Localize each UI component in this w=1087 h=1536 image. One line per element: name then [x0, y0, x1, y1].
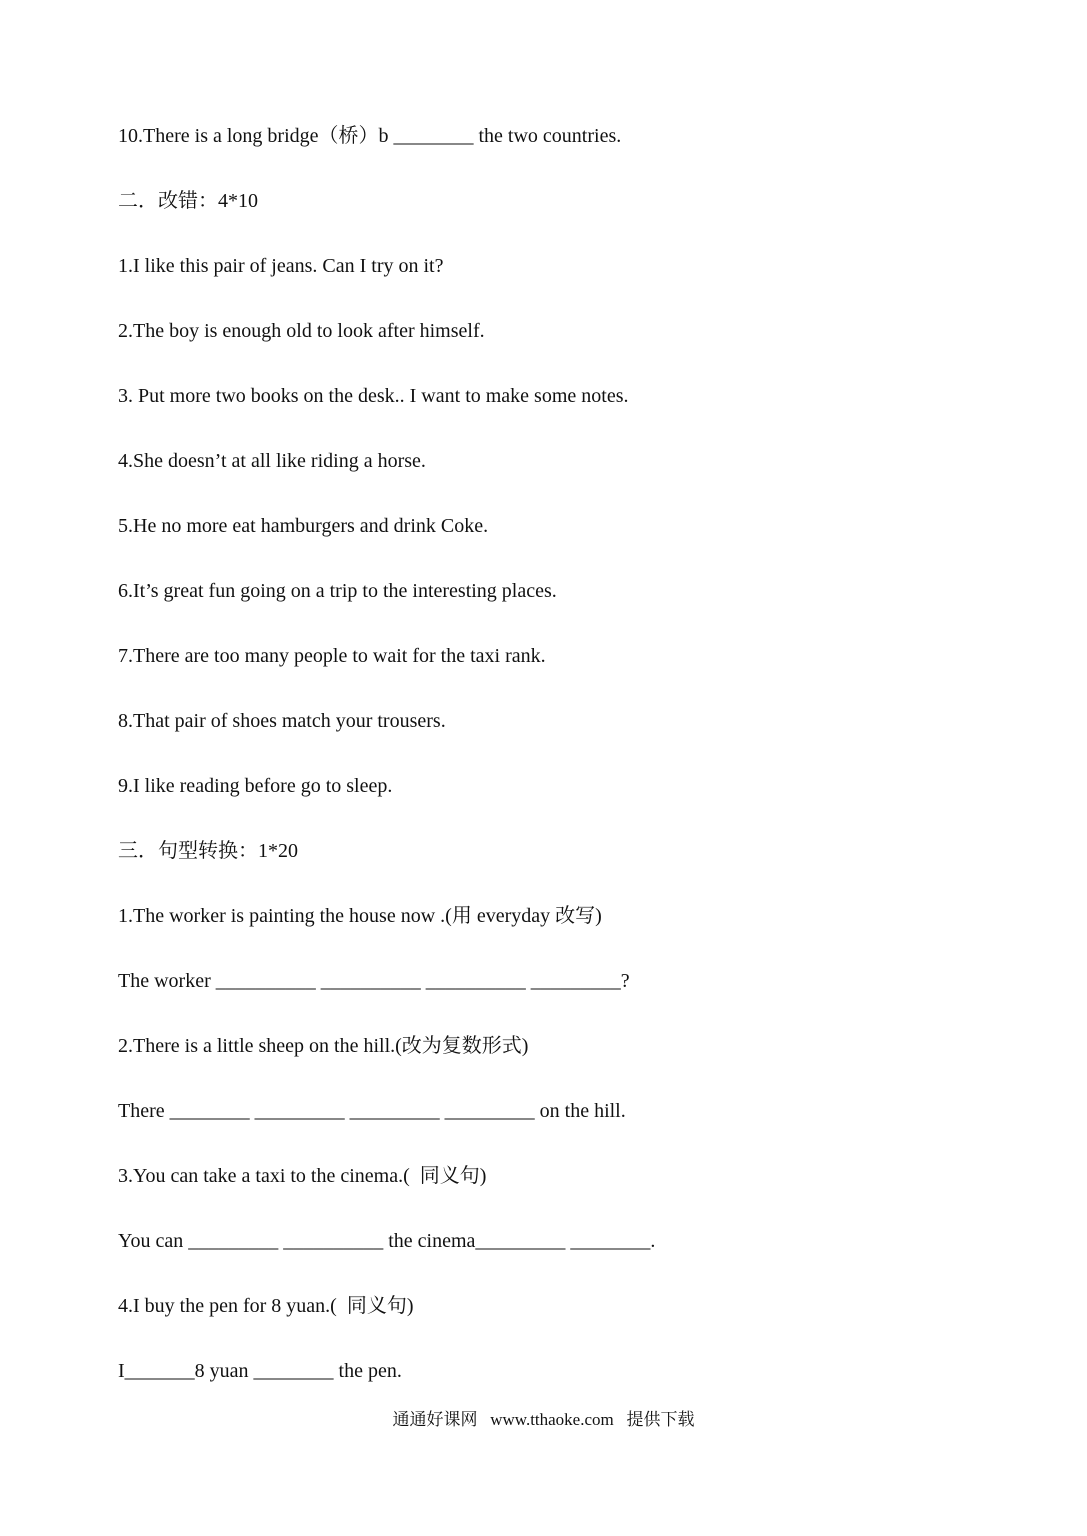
transform-item-2-prompt: 2.There is a little sheep on the hill.(改为复数形式): [118, 1035, 529, 1057]
question-10-fill-blank: 10.There is a long bridge（桥）b ________ the two countries.: [118, 125, 622, 147]
correction-item-8: 8.That pair of shoes match your trousers.: [118, 710, 446, 732]
correction-item-5: 5.He no more eat hamburgers and drink Coke.: [118, 515, 489, 537]
correction-item-6: 6.It’s great fun going on a trip to the interesting places.: [118, 580, 557, 602]
transform-item-3-prompt: 3.You can take a taxi to the cinema.( 同义句): [118, 1165, 487, 1187]
correction-item-7: 7.There are too many people to wait for the taxi rank.: [118, 645, 546, 667]
transform-item-2-answer: There ________ _________ _________ _________ on the hill.: [118, 1100, 626, 1122]
section-2-heading: 二．改错：4*10: [118, 190, 258, 212]
transform-item-1-prompt: 1.The worker is painting the house now .(用 everyday 改写): [118, 905, 602, 927]
section-3-heading: 三．句型转换：1*20: [118, 840, 298, 862]
correction-item-9: 9.I like reading before go to sleep.: [118, 775, 393, 797]
transform-item-3-answer: You can _________ __________ the cinema_________ ________.: [118, 1230, 656, 1252]
transform-item-4-answer: I_______8 yuan ________ the pen.: [118, 1360, 402, 1382]
correction-item-1: 1.I like this pair of jeans. Can I try on it?: [118, 255, 444, 277]
transform-item-4-prompt: 4.I buy the pen for 8 yuan.( 同义句): [118, 1295, 414, 1317]
correction-item-2: 2.The boy is enough old to look after himself.: [118, 320, 485, 342]
transform-item-1-answer: The worker __________ __________ __________ _________?: [118, 970, 630, 992]
correction-item-4: 4.She doesn’t at all like riding a horse.: [118, 450, 426, 472]
correction-item-3: 3. Put more two books on the desk.. I want to make some notes.: [118, 385, 629, 407]
page-footer: 通通好课网 www.tthaoke.com 提供下载: [392, 1410, 695, 1429]
